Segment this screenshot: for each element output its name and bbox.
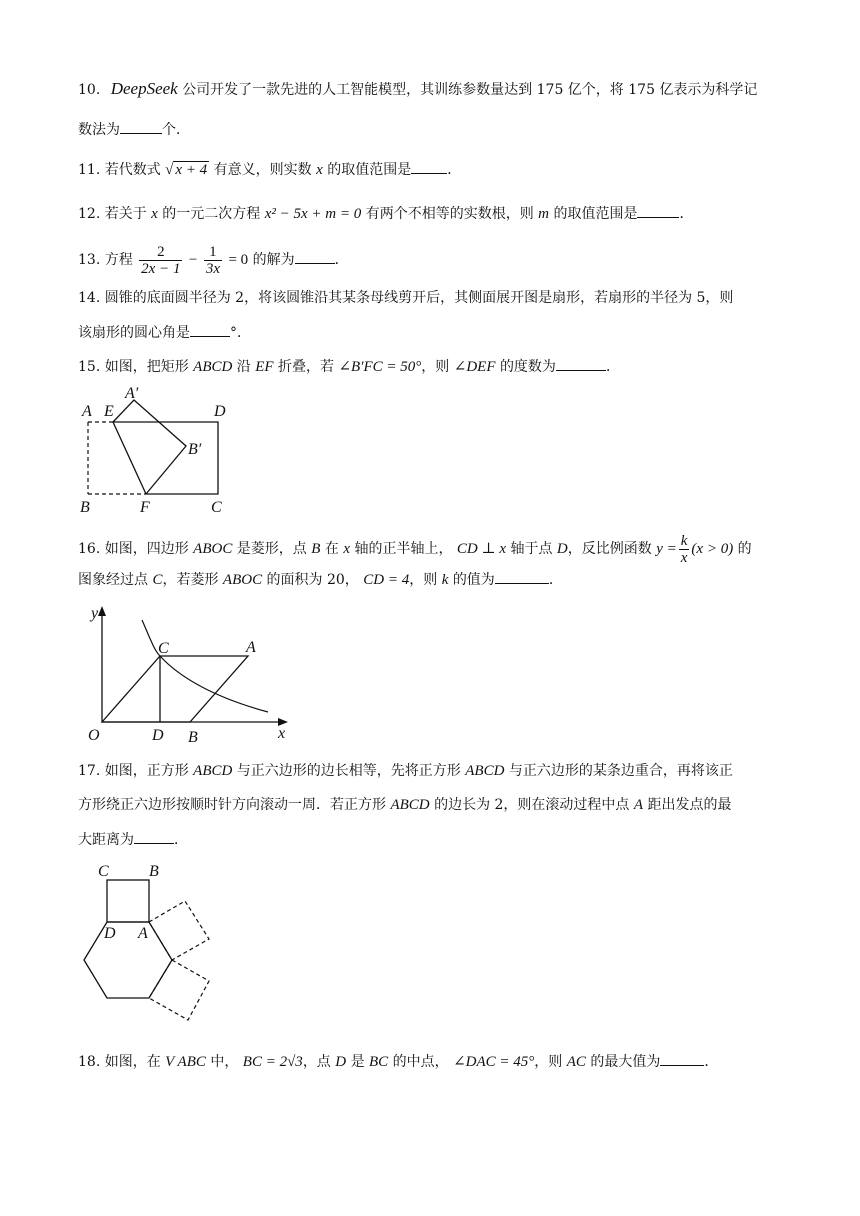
q18-text2: 中，: [210, 1054, 239, 1070]
fig15-label-A-prime: A′: [125, 385, 139, 402]
fig16-label-x: x: [278, 725, 286, 742]
q18-ac: AC: [566, 1054, 586, 1070]
q11-var: x: [316, 162, 323, 178]
q16-func-x: x: [680, 549, 688, 566]
q17-end: ．: [174, 832, 188, 848]
q16-func-y: y =: [656, 541, 677, 557]
q14-answer-blank[interactable]: [190, 322, 230, 337]
q15-end: ．: [605, 359, 620, 375]
fig16-label-B: B: [188, 729, 198, 746]
q17-number: 17.: [78, 763, 101, 779]
q12-end: ．: [679, 206, 694, 222]
q11-sqrt: √ x + 4: [165, 162, 208, 178]
fig16-label-O: O: [88, 727, 100, 744]
q18-bc-value: BC = 2√3: [242, 1054, 303, 1070]
q14-number: 14.: [78, 290, 101, 306]
q16-text1: 如图，四边形: [104, 541, 189, 557]
q18-text5: 的中点，: [392, 1054, 449, 1070]
q12-line: [78, 203, 693, 224]
q17-line1: [78, 761, 733, 781]
q16-text5: 轴于点: [510, 541, 553, 557]
q18-number: 18.: [78, 1054, 101, 1070]
fig17-square: [107, 880, 149, 922]
q16-func-condition: (x > 0): [691, 541, 734, 557]
q12-var2: m: [538, 206, 550, 222]
q16-point-C: C: [152, 572, 163, 588]
fig15-label-F: F: [140, 499, 150, 516]
q12-text4: 的取值范围是: [553, 206, 638, 222]
q13-number: 13.: [78, 252, 101, 268]
q14-text2b: °．: [230, 325, 251, 341]
q16-rhombus2: ABOC: [222, 572, 263, 588]
q16-line2e: 的值为: [452, 572, 495, 588]
q11-number: 11.: [78, 162, 101, 178]
q17-text3a: 大距离为: [78, 832, 134, 848]
q16-line2: [78, 569, 563, 590]
q16-rhombus: ABOC: [193, 541, 233, 557]
q17-square2: ABCD: [465, 763, 505, 779]
q17-square3: ABCD: [390, 797, 430, 813]
q13-end: ．: [334, 252, 349, 268]
q18-point-D: D: [335, 1054, 347, 1070]
q17-line3: [78, 829, 188, 850]
q16-func-fraction: [679, 533, 690, 566]
q13-text1: 方程: [104, 252, 133, 268]
q17-text2b: 的边长为 2，则在滚动过程中点: [434, 797, 630, 813]
q16-line2b: ，若菱形: [162, 572, 219, 588]
fig17-label-A: A: [138, 925, 148, 942]
q16-end: ．: [548, 572, 563, 588]
q12-equation: x² − 5x + m = 0: [264, 206, 362, 222]
fig16-label-C: C: [158, 640, 169, 657]
fig15-fold-EF: [113, 422, 146, 494]
q17-text1c: 与正六边形的某条边重合，再将该正: [508, 763, 733, 779]
q16-text6: ，反比例函数: [567, 541, 652, 557]
q16-text4: 轴的正半轴上，: [354, 541, 453, 557]
q13-text2: 的解为: [252, 252, 295, 268]
q16-line2d: ，则: [409, 572, 438, 588]
q13-f2-num: 1: [204, 244, 222, 261]
q10-answer-blank[interactable]: [120, 119, 162, 134]
q16-x-axis: x: [343, 541, 350, 557]
q14-text2a: 该扇形的圆心角是: [78, 325, 190, 341]
fig17-hexagon: [84, 922, 172, 998]
q13-eq: = 0: [228, 252, 249, 268]
q12-text3: 有两个不相等的实数根，则: [365, 206, 534, 222]
q17-point-A: A: [633, 797, 644, 813]
q16-text3: 在: [324, 541, 339, 557]
fig17-square-rolled1: [149, 901, 209, 960]
q18-text3: ，点: [302, 1054, 331, 1070]
q15-rect: ABCD: [193, 359, 233, 375]
q16-func-k: k: [680, 532, 688, 549]
fig16-label-y: y: [91, 605, 99, 622]
q18-angle: ∠DAC = 45°: [453, 1054, 535, 1070]
q12-answer-blank[interactable]: [637, 203, 679, 218]
fig16-y-arrow: [98, 606, 106, 616]
q11-text1: 若代数式: [104, 162, 161, 178]
q18-text1: 如图，在: [104, 1054, 161, 1070]
q17-text1a: 如图，正方形: [104, 763, 189, 779]
fig15-rectangle-fold: [76, 382, 236, 518]
fig15-label-C: C: [211, 499, 222, 516]
q18-bc: BC: [369, 1054, 389, 1070]
q13-f1-num: 2: [139, 244, 182, 261]
q18-triangle: V ABC: [165, 1054, 206, 1070]
fig17-hexagon-square: [76, 858, 226, 1028]
fig15-label-A: A: [82, 403, 92, 420]
q16-answer-blank[interactable]: [495, 569, 549, 584]
q18-text6: ，则: [534, 1054, 563, 1070]
q13-answer-blank[interactable]: [295, 249, 335, 264]
q13-minus: −: [188, 252, 198, 268]
q14-line2: [78, 322, 251, 343]
q13-line: [78, 241, 349, 279]
q12-text2: 的一元二次方程: [162, 206, 261, 222]
q16-line1: [78, 530, 752, 568]
q11-answer-blank[interactable]: [411, 159, 447, 174]
q10-line1: [78, 79, 757, 100]
q15-fold-line: EF: [255, 359, 274, 375]
q11-text3: 的取值范围是: [327, 162, 412, 178]
q16-line2a: 图象经过点: [78, 572, 148, 588]
q11-line: [78, 159, 461, 180]
q11-radicand: x + 4: [175, 162, 208, 178]
fig17-label-D: D: [104, 925, 116, 942]
fig15-label-B-prime: B′: [188, 441, 202, 458]
fig16-label-A: A: [246, 639, 256, 656]
fig16-hyperbola: [142, 620, 268, 712]
q16-k: k: [441, 572, 449, 588]
q13-f1-den: 2x − 1: [141, 260, 181, 277]
q15-number: 15.: [78, 359, 101, 375]
q15-answer-blank[interactable]: [556, 356, 606, 371]
q15-text5: 的度数为: [499, 359, 556, 375]
fig15-edge-EDCF: [113, 422, 218, 494]
q15-text4: ，则: [421, 359, 450, 375]
q12-number: 12.: [78, 206, 101, 222]
q17-text1b: 与正六边形的边长相等，先将正方形: [236, 763, 461, 779]
q16-text7: 的: [737, 541, 752, 557]
q15-angle2: ∠DEF: [453, 359, 496, 375]
fig15-label-B: B: [80, 499, 90, 516]
fig17-square-rolled2: [149, 960, 209, 1020]
q11-text2: 有意义，则实数: [213, 162, 312, 178]
fig15-label-D: D: [214, 403, 226, 420]
q14-text1: 圆锥的底面圆半径为 2，将该圆锥沿其某条母线剪开后，其侧面展开图是扇形，若扇形的半径为 5，则: [104, 290, 734, 306]
q15-text3: 折叠，若: [278, 359, 335, 375]
q16-cd-value: CD = 4: [363, 572, 410, 588]
q17-text2a: 方形绕正六边形按顺时针方向滚动一周．若正方形: [78, 797, 386, 813]
q17-text2c: 距出发点的最: [647, 797, 732, 813]
q15-text1: 如图，把矩形: [104, 359, 189, 375]
q10-text2a: 数法为: [78, 122, 120, 138]
q18-answer-blank[interactable]: [660, 1051, 704, 1066]
q16-text2: 是菱形，点: [236, 541, 307, 557]
q11-end: ．: [447, 162, 462, 178]
fig17-label-B: B: [149, 863, 159, 880]
q17-line2: [78, 795, 732, 815]
q18-end: ．: [704, 1054, 719, 1070]
q12-text1: 若关于: [104, 206, 147, 222]
q16-point-D: D: [556, 541, 568, 557]
q15-text2: 沿: [236, 359, 251, 375]
q10-text1: 公司开发了一款先进的人工智能模型，其训练参数量达到 175 亿个，将 175 亿表示为科学记: [182, 82, 758, 98]
q12-var: x: [151, 206, 158, 222]
fig15-label-E: E: [104, 403, 114, 420]
fig16-label-D: D: [152, 727, 164, 744]
q15-line: [78, 356, 620, 377]
q16-point-B: B: [311, 541, 321, 557]
q10-brand: DeepSeek: [110, 79, 178, 98]
fig16-rhombus: [102, 656, 248, 722]
q17-answer-blank[interactable]: [134, 829, 174, 844]
q10-text2b: 个．: [162, 122, 190, 138]
q16-number: 16.: [78, 541, 101, 557]
q18-text7: 的最大值为: [590, 1054, 661, 1070]
q13-f2-den: 3x: [205, 260, 220, 277]
q16-perpendicular: CD ⊥ x: [456, 541, 507, 557]
q17-square1: ABCD: [193, 763, 233, 779]
q13-fraction1: [139, 244, 182, 277]
q18-text4: 是: [350, 1054, 365, 1070]
q18-line: [78, 1051, 718, 1072]
q10-line2: [78, 119, 190, 140]
q13-fraction2: [204, 244, 222, 277]
q15-angle1: ∠B′FC = 50°: [338, 359, 422, 375]
fig17-label-C: C: [98, 863, 109, 880]
q14-line1: [78, 288, 733, 308]
fig16-coordinate-figure: [76, 598, 296, 746]
q16-line2c: 的面积为 20，: [266, 572, 359, 588]
q10-number: 10.: [78, 82, 101, 98]
